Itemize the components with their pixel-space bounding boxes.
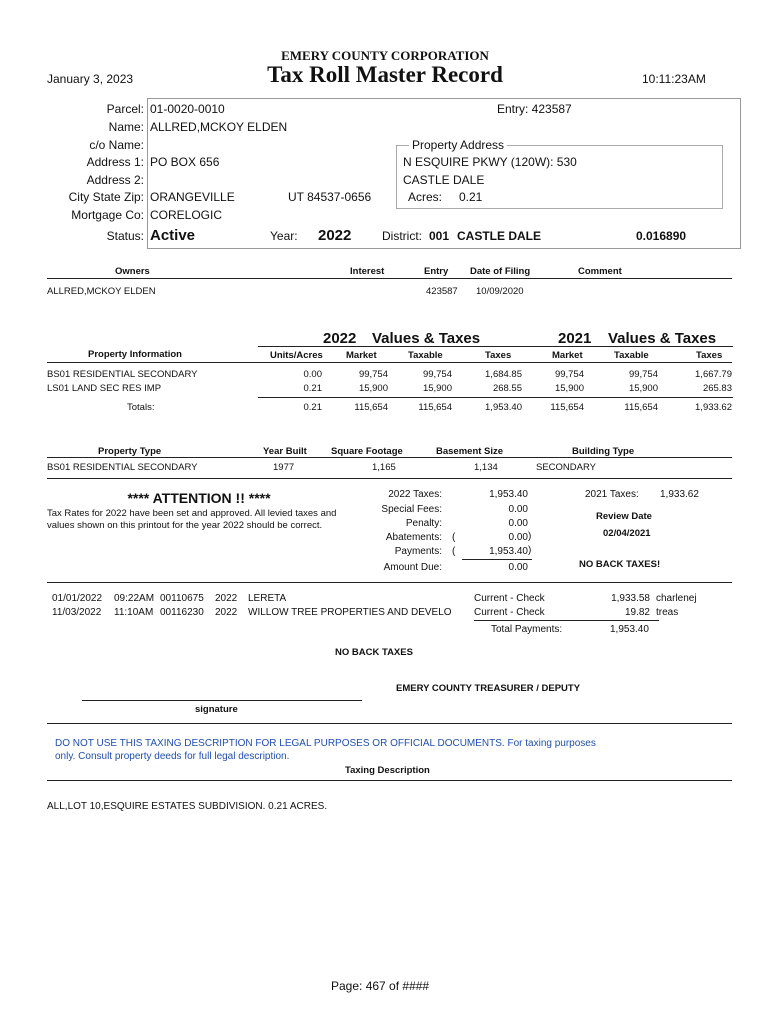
signature-line <box>82 700 362 701</box>
property-type-header: Property Type <box>98 446 162 457</box>
value-row-prior-taxable: 15,900 <box>628 383 658 394</box>
payment-time: 11:10AM <box>114 607 154 618</box>
treasurer-label: EMERY COUNTY TREASURER / DEPUTY <box>396 683 581 694</box>
page-number: Page: 467 of #### <box>331 979 430 993</box>
property-type-value: BS01 RESIDENTIAL SECONDARY <box>47 462 198 473</box>
summary-bottom-rule <box>47 582 732 583</box>
payment-method: Current - Check <box>474 593 545 604</box>
owner-entry-header: Entry <box>424 266 449 277</box>
owner-row-entry: 423587 <box>426 286 458 297</box>
abatements-open-paren: ( <box>452 532 456 543</box>
value-row-desc: LS01 LAND SEC RES IMP <box>47 383 162 394</box>
value-row-market: 15,900 <box>358 383 388 394</box>
values-title-rule <box>258 346 733 347</box>
year-built-value: 1977 <box>273 462 295 473</box>
owners-divider <box>47 278 732 279</box>
special-fees-value: 0.00 <box>508 504 528 515</box>
value-row-prior-market: 15,900 <box>554 383 584 394</box>
payment-amount: 1,933.58 <box>611 593 650 604</box>
amount-due-label: Amount Due: <box>383 562 442 573</box>
total-payments-label: Total Payments: <box>491 624 563 635</box>
penalty-value: 0.00 <box>508 518 528 529</box>
district-code: 001 <box>429 229 450 243</box>
payment-user: treas <box>656 607 679 618</box>
total-payments-value: 1,953.40 <box>610 624 649 635</box>
year-built-header: Year Built <box>263 446 307 457</box>
address1-label: Address 1: <box>86 155 144 169</box>
payment-user: charlenej <box>656 593 697 604</box>
totals-units: 0.21 <box>303 402 322 413</box>
prior-market-header: Market <box>552 350 583 361</box>
value-row-prior-market: 99,754 <box>554 369 584 380</box>
payments-label: Payments: <box>394 546 442 557</box>
disclaimer-line-2: only. Consult property deeds for full legal description. <box>55 751 290 762</box>
parcel-label: Parcel: <box>106 102 144 116</box>
mortgage-value: CORELOGIC <box>150 208 223 222</box>
payments-open-paren: ( <box>452 546 456 557</box>
totals-taxes: 1,953.40 <box>485 402 522 413</box>
payments-total-rule <box>474 620 659 621</box>
interest-header: Interest <box>350 266 385 277</box>
property-type-bottom-rule <box>47 478 732 479</box>
city-label: City State Zip: <box>68 190 144 204</box>
owner-row-date: 10/09/2020 <box>476 286 524 297</box>
acres-value: 0.21 <box>459 190 483 204</box>
legal-description: ALL,LOT 10,ESQUIRE ESTATES SUBDIVISION. 0.21 ACRES. <box>47 801 328 812</box>
special-fees-label: Special Fees: <box>381 504 442 515</box>
year-label: Year: <box>270 229 298 243</box>
prior-taxable-header: Taxable <box>614 350 649 361</box>
market-header: Market <box>346 350 377 361</box>
values-header-rule <box>47 362 732 363</box>
penalty-label: Penalty: <box>405 518 442 529</box>
totals-rule <box>258 397 733 398</box>
payment-time: 09:22AM <box>114 593 155 604</box>
report-date: January 3, 2023 <box>47 72 134 86</box>
totals-prior-taxes: 1,933.62 <box>695 402 732 413</box>
payment-receipt: 00110675 <box>160 593 204 604</box>
property-info-header: Property Information <box>88 349 182 360</box>
tax-rate: 0.016890 <box>636 229 687 243</box>
payment-year: 2022 <box>215 607 238 618</box>
current-year: 2022 <box>323 330 357 347</box>
owner-row-name: ALLRED,MCKOY ELDEN <box>47 286 156 297</box>
parcel-number: 01-0020-0010 <box>150 102 225 116</box>
taxes-header: Taxes <box>485 350 512 361</box>
review-date-value: 02/04/2021 <box>603 528 651 539</box>
signature-bottom-rule <box>47 723 732 724</box>
value-row-units: 0.00 <box>303 369 322 380</box>
district-label: District: <box>382 229 422 243</box>
property-address-legend: Property Address <box>409 138 507 152</box>
page-title: Tax Roll Master Record <box>267 62 503 87</box>
building-type-value: SECONDARY <box>536 462 597 473</box>
property-address-line2: CASTLE DALE <box>403 173 485 187</box>
square-footage-header: Square Footage <box>331 446 403 457</box>
value-row-taxable: 99,754 <box>422 369 452 380</box>
taxing-description-label: Taxing Description <box>345 765 430 776</box>
signature-label: signature <box>195 704 238 715</box>
attention-line-2: values shown on this printout for the year 2022 should be correct. <box>47 520 323 531</box>
district-name: CASTLE DALE <box>457 229 541 243</box>
square-footage-value: 1,165 <box>372 462 396 473</box>
filing-date-header: Date of Filing <box>470 266 531 277</box>
co-name-label: c/o Name: <box>89 138 144 152</box>
acres-label: Acres: <box>408 190 443 204</box>
current-values-title: Values & Taxes <box>372 330 481 347</box>
value-row-prior-taxes: 265.83 <box>702 383 732 394</box>
abatements-close-paren: ) <box>528 531 532 542</box>
value-row-taxes: 268.55 <box>492 383 522 394</box>
disclaimer-line-1: DO NOT USE THIS TAXING DESCRIPTION FOR LEGAL PURPOSES OR OFFICIAL DOCUMENTS. For taxing purposes <box>55 738 596 749</box>
totals-market: 115,654 <box>354 402 388 413</box>
payment-method: Current - Check <box>474 607 545 618</box>
value-row-desc: BS01 RESIDENTIAL SECONDARY <box>47 369 198 380</box>
payment-payer: WILLOW TREE PROPERTIES AND DEVELO <box>248 607 452 618</box>
state-zip-value: UT 84537-0656 <box>288 190 372 204</box>
amount-due-value: 0.00 <box>508 562 528 573</box>
no-back-taxes-footer: NO BACK TAXES <box>335 647 413 658</box>
units-header: Units/Acres <box>270 350 323 361</box>
basement-size-header: Basement Size <box>436 446 504 457</box>
property-type-rule <box>47 457 732 458</box>
abatements-value: 0.00 <box>508 532 528 543</box>
value-row-taxes: 1,684.85 <box>485 369 522 380</box>
value-row-units: 0.21 <box>303 383 322 394</box>
org-name: EMERY COUNTY CORPORATION <box>281 48 489 63</box>
current-taxes-label: 2022 Taxes: <box>388 489 442 500</box>
value-row-market: 99,754 <box>358 369 388 380</box>
payments-close-paren: ) <box>528 545 532 556</box>
value-row-prior-taxable: 99,754 <box>628 369 658 380</box>
abatements-label: Abatements: <box>385 532 442 543</box>
payment-amount: 19.82 <box>624 607 650 618</box>
current-taxes-value: 1,953.40 <box>489 489 528 500</box>
building-type-header: Building Type <box>572 446 635 457</box>
payment-receipt: 00116230 <box>160 607 204 618</box>
owner-name: ALLRED,MCKOY ELDEN <box>150 120 288 134</box>
name-label: Name: <box>108 120 144 134</box>
property-address-line1: N ESQUIRE PKWY (120W): 530 <box>403 155 577 169</box>
payments-value: 1,953.40 <box>489 546 528 557</box>
totals-label: Totals: <box>127 402 155 413</box>
taxable-header: Taxable <box>408 350 443 361</box>
summary-total-rule <box>462 559 532 560</box>
prior-taxes-value: 1,933.62 <box>660 489 699 500</box>
status-label: Status: <box>106 229 144 243</box>
comment-header: Comment <box>578 266 622 277</box>
mortgage-label: Mortgage Co: <box>71 208 144 222</box>
prior-taxes-header: Taxes <box>696 350 723 361</box>
value-row-prior-taxes: 1,667.79 <box>695 369 732 380</box>
basement-size-value: 1,134 <box>474 462 498 473</box>
payment-payer: LERETA <box>248 593 287 604</box>
city-value: ORANGEVILLE <box>150 190 235 204</box>
value-row-taxable: 15,900 <box>422 383 452 394</box>
status-value: Active <box>150 227 196 244</box>
taxing-description-rule <box>47 780 732 781</box>
address1-value: PO BOX 656 <box>150 155 220 169</box>
prior-values-title: Values & Taxes <box>608 330 717 347</box>
report-time: 10:11:23AM <box>642 72 706 86</box>
attention-title: **** ATTENTION !! **** <box>127 490 271 506</box>
prior-year: 2021 <box>558 330 592 347</box>
owners-header: Owners <box>115 266 150 277</box>
totals-prior-taxable: 115,654 <box>624 402 658 413</box>
payment-year: 2022 <box>215 593 238 604</box>
prior-taxes-label: 2021 Taxes: <box>585 489 639 500</box>
totals-taxable: 115,654 <box>418 402 452 413</box>
attention-line-1: Tax Rates for 2022 have been set and approved. All levied taxes and <box>47 508 337 519</box>
address2-label: Address 2: <box>86 173 144 187</box>
payment-date: 11/03/2022 <box>52 607 102 618</box>
no-back-taxes-notice: NO BACK TAXES! <box>579 559 661 570</box>
payment-date: 01/01/2022 <box>52 593 103 604</box>
review-date-label: Review Date <box>596 511 652 522</box>
year-value: 2022 <box>318 227 352 244</box>
totals-prior-market: 115,654 <box>550 402 584 413</box>
entry-number: Entry: 423587 <box>497 102 572 116</box>
